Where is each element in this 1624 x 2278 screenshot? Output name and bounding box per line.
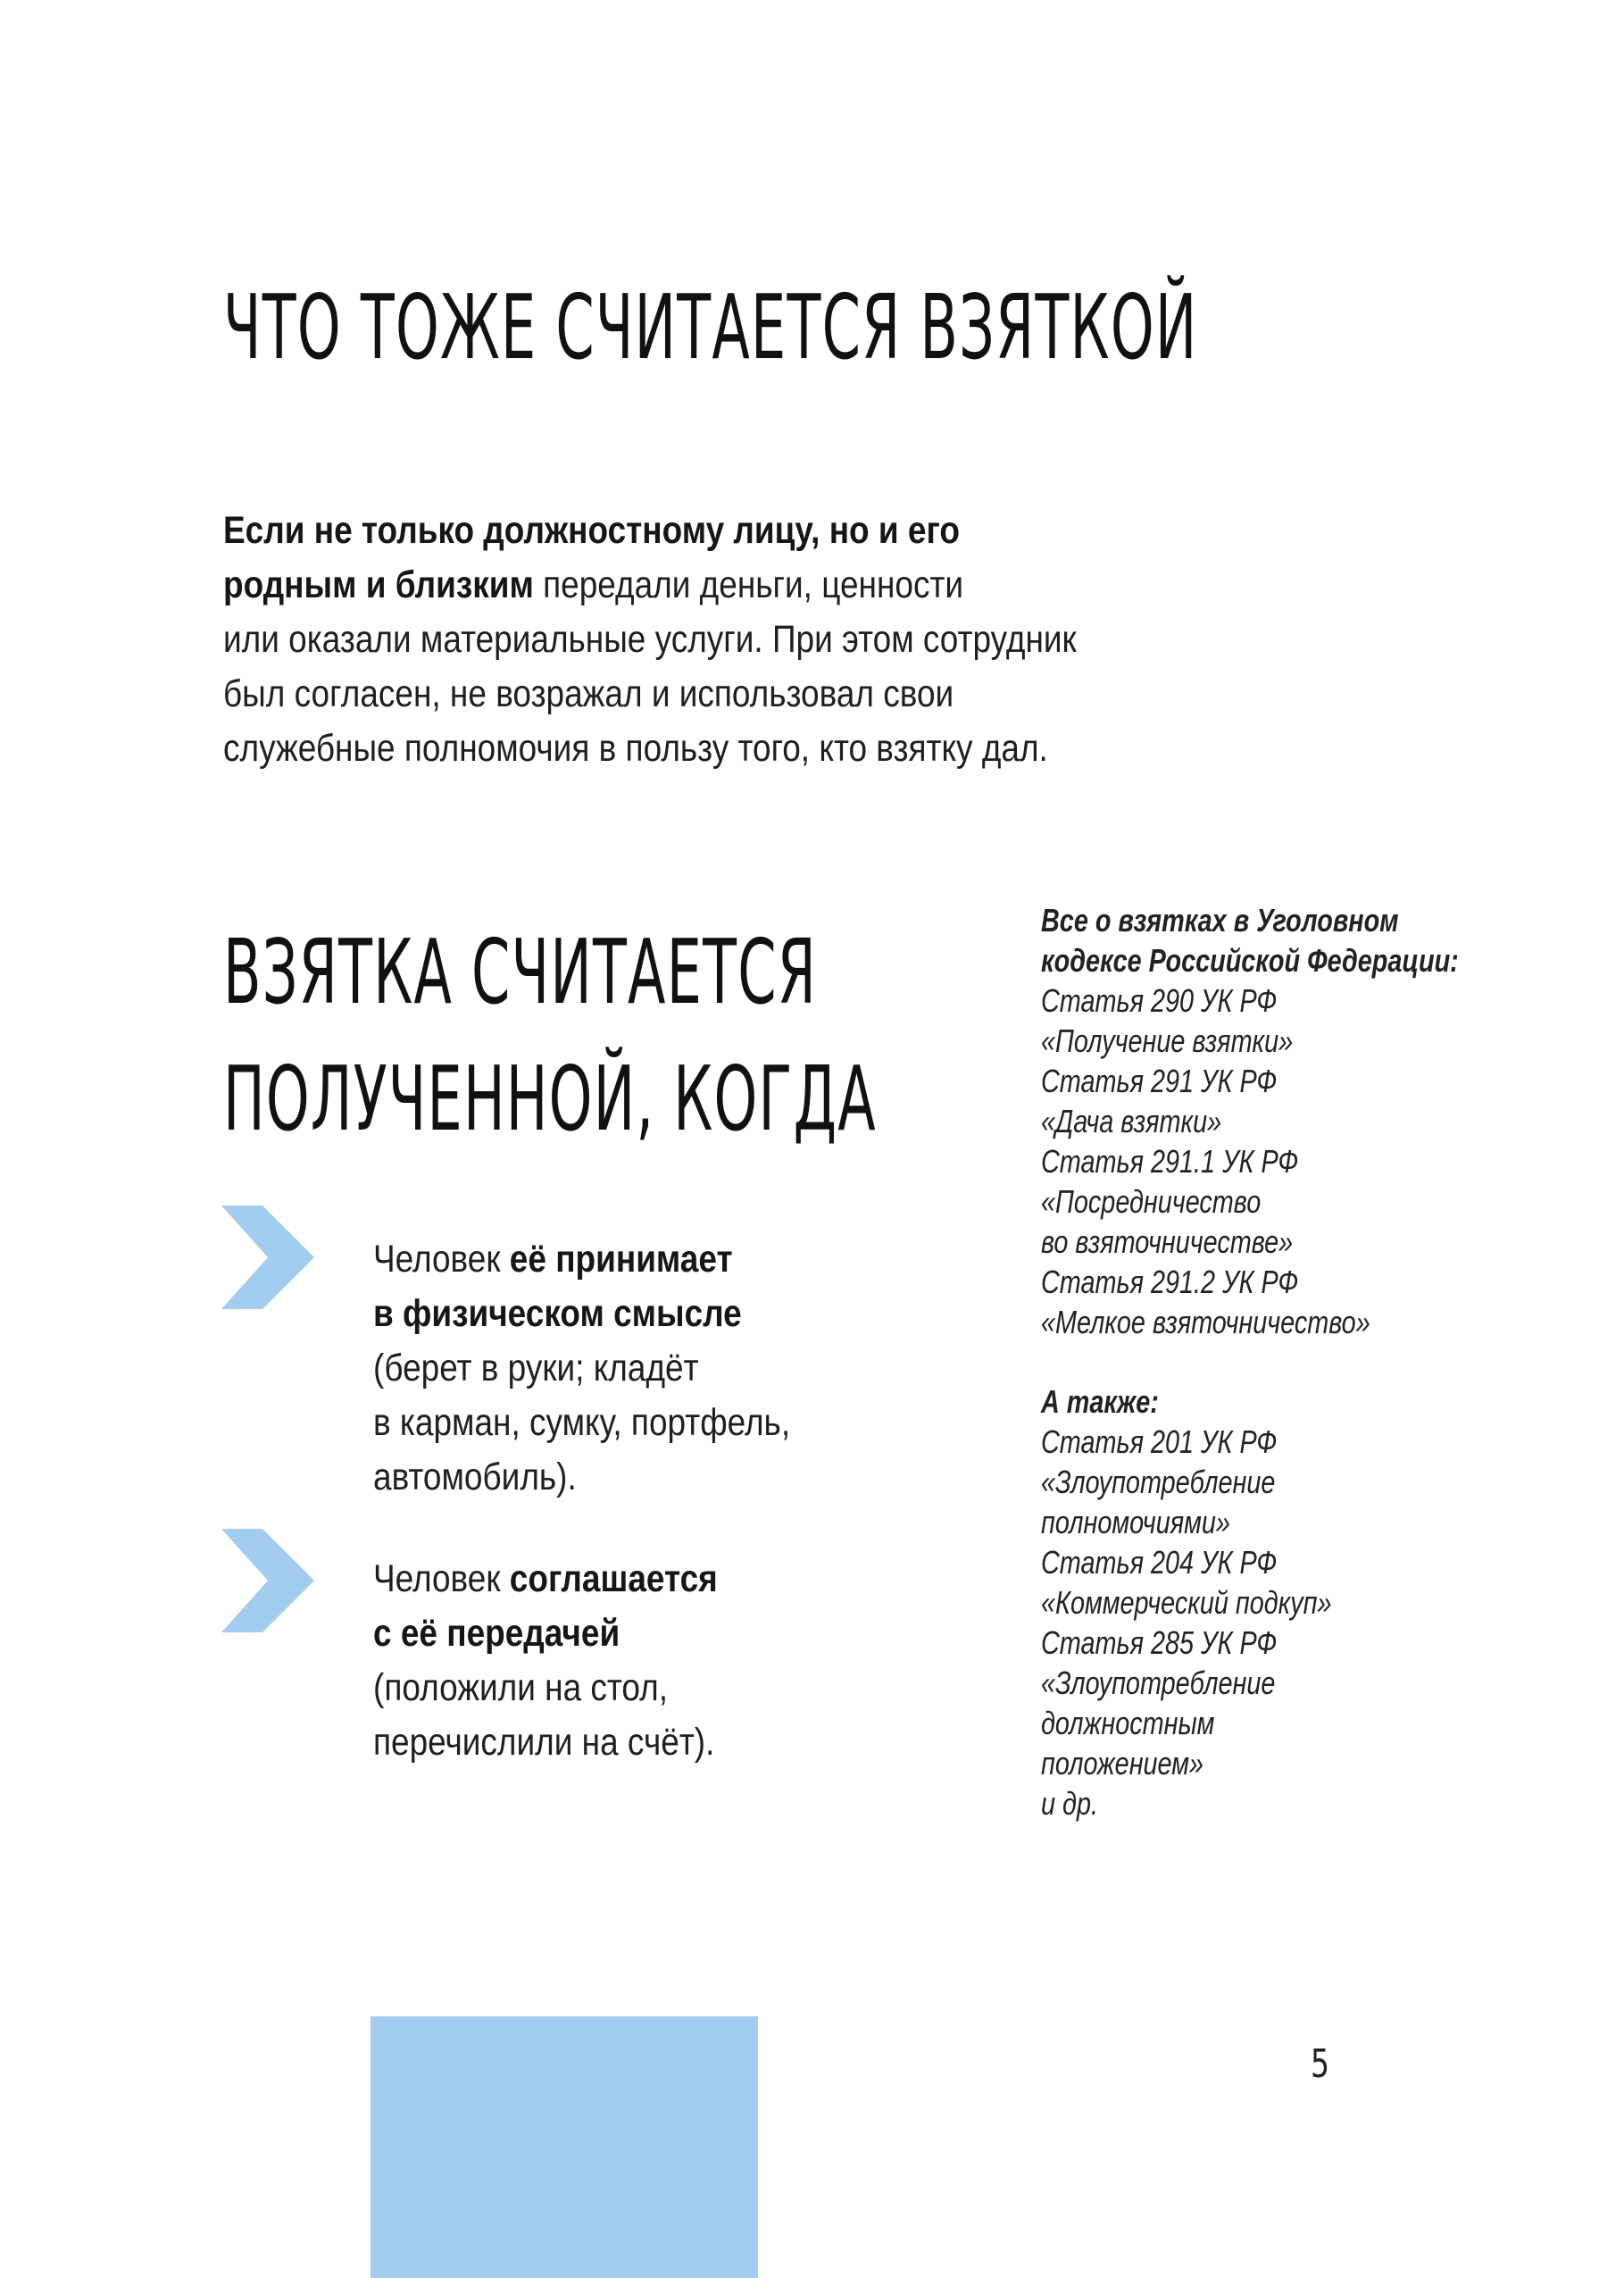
intro-line-4: был согласен, не возражал и использовал свои bbox=[223, 672, 954, 715]
intro-line-3: или оказали материальные услуги. При этом сотрудник bbox=[223, 618, 1077, 661]
intro-line-2 bbox=[223, 558, 1077, 613]
sidebar-line: Статья 290 УК РФ bbox=[1041, 982, 1278, 1019]
page-number: 5 bbox=[1311, 2041, 1329, 2087]
intro-line-2-bold: родным и близким bbox=[223, 563, 534, 606]
section-title bbox=[223, 909, 877, 1163]
sidebar-line: «Злоупотребление bbox=[1041, 1464, 1276, 1500]
sidebar-line: «Дача взятки» bbox=[1041, 1103, 1222, 1139]
intro-line-1: Если не только должностному лицу, но и его bbox=[223, 509, 960, 552]
item-1-line-5: автомобиль). bbox=[373, 1456, 577, 1498]
sidebar-line: Статья 204 УК РФ bbox=[1041, 1544, 1278, 1581]
sidebar-line: «Злоупотребление bbox=[1041, 1665, 1276, 1701]
intro-line-5: служебные полномочия в пользу того, кто взятку дал. bbox=[223, 727, 1048, 770]
intro-paragraph bbox=[223, 504, 1077, 776]
sidebar-spacer bbox=[1041, 1342, 1459, 1381]
sidebar-line: Статья 291.1 УК РФ bbox=[1041, 1143, 1299, 1180]
sidebar-heading-1: Все о взятках в Уголовном bbox=[1041, 902, 1399, 939]
item-1-lead: Человек bbox=[373, 1238, 510, 1281]
sidebar-line: Статья 291 УК РФ bbox=[1041, 1063, 1278, 1099]
sidebar-line: Статья 291.2 УК РФ bbox=[1041, 1264, 1299, 1300]
page-title: ЧТО ТОЖЕ СЧИТАЕТСЯ ВЗЯТКОЙ bbox=[223, 275, 1198, 380]
decorative-blue-block bbox=[371, 2016, 758, 2278]
intro-line-2-rest: передали деньги, ценности bbox=[533, 563, 964, 606]
sidebar-line: Статья 201 УК РФ bbox=[1041, 1423, 1278, 1460]
sidebar-line: во взяточничестве» bbox=[1041, 1223, 1294, 1260]
list-item bbox=[373, 1232, 790, 1505]
chevron-right-icon bbox=[221, 1206, 314, 1309]
sidebar-line: положением» bbox=[1041, 1745, 1204, 1782]
sidebar-heading-2: кодексе Российской Федерации: bbox=[1041, 942, 1459, 979]
item-2-line-1 bbox=[373, 1552, 718, 1606]
item-1-line-4: в карман, сумку, портфель, bbox=[373, 1401, 791, 1444]
item-1-bold-1: её принимает bbox=[509, 1238, 733, 1281]
item-2-lead: Человек bbox=[373, 1557, 510, 1600]
item-2-bold-2: с её передачей bbox=[373, 1612, 620, 1655]
sidebar-line: «Мелкое взяточничество» bbox=[1041, 1304, 1370, 1340]
item-1-line-3: (берет в руки; кладёт bbox=[373, 1347, 699, 1389]
item-2-bold-1: соглашается bbox=[509, 1557, 718, 1600]
section-title-line-2: ПОЛУЧЕННОЙ, КОГДА bbox=[223, 1047, 877, 1151]
sidebar-also-heading: А также: bbox=[1041, 1383, 1159, 1420]
sidebar-line: полномочиями» bbox=[1041, 1504, 1230, 1540]
list-item bbox=[373, 1552, 718, 1770]
sidebar-line: «Коммерческий подкуп» bbox=[1041, 1584, 1332, 1621]
sidebar-line: «Посредничество bbox=[1041, 1183, 1262, 1220]
item-2-line-4: перечислили на счёт). bbox=[373, 1721, 715, 1764]
criminal-code-sidebar bbox=[1041, 900, 1459, 1823]
sidebar-line: «Получение взятки» bbox=[1041, 1022, 1294, 1059]
sidebar-line: и др. bbox=[1041, 1785, 1098, 1822]
item-1-line-1 bbox=[373, 1232, 790, 1287]
item-2-line-3: (положили на стол, bbox=[373, 1666, 669, 1709]
item-1-bold-2: в физическом смысле bbox=[373, 1292, 742, 1335]
sidebar-line: должностным bbox=[1041, 1705, 1215, 1741]
sidebar-line: Статья 285 УК РФ bbox=[1041, 1624, 1278, 1661]
chevron-right-icon bbox=[221, 1529, 314, 1632]
section-title-line-1: ВЗЯТКА СЧИТАЕТСЯ bbox=[223, 920, 818, 1024]
